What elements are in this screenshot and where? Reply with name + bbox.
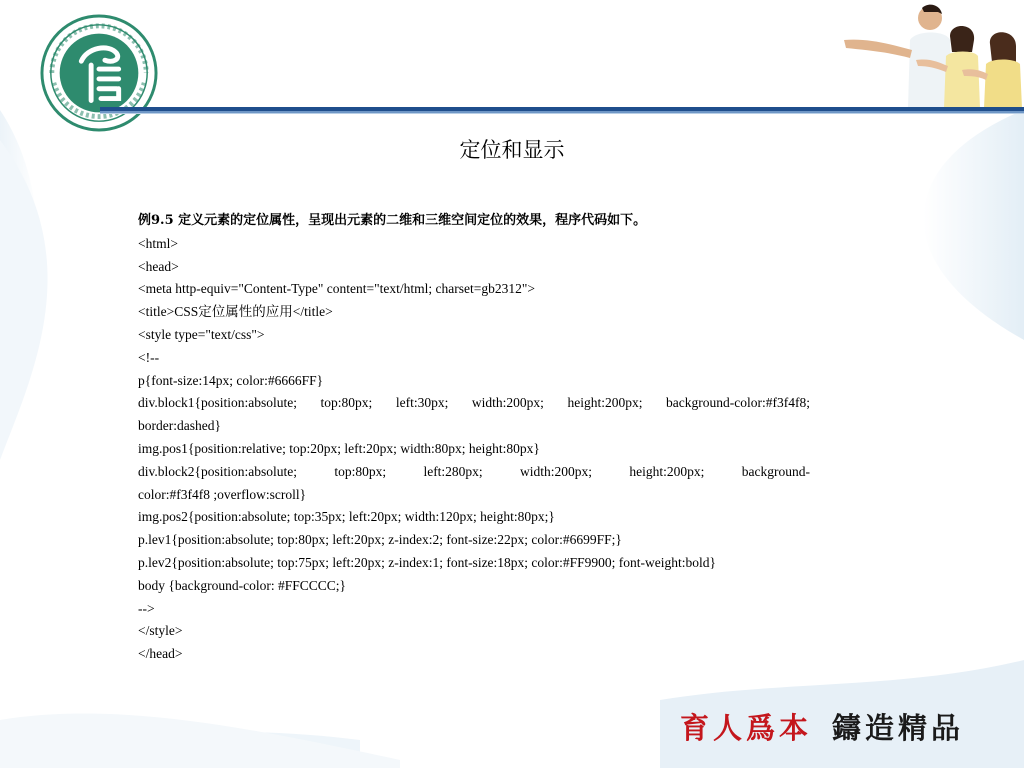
code-line: border:dashed} [138, 418, 221, 434]
motto-red: 育人爲本 [680, 711, 813, 745]
code-line: --> [138, 600, 155, 616]
example-intro: 例9.5 定义元素的定位属性，呈现出元素的二维和三维空间定位的效果，程序代码如下。 [138, 213, 647, 228]
code-line: img.pos1{position:relative; top:20px; left:20px; width:80px; height:80px} [138, 440, 540, 456]
code-line: p.lev2{position:absolute; top:75px; left:20px; z-index:1; font-size:18px; color:#FF9900; font-weight:bold} [138, 554, 717, 570]
code-line: <head> [138, 258, 179, 274]
header-divider [0, 104, 1024, 116]
footer-motto [680, 706, 964, 747]
code-line: img.pos2{position:absolute; top:35px; left:20px; width:120px; height:80px;} [138, 509, 555, 525]
motto-dark: 鑄造精品 [832, 711, 965, 745]
code-line: </style> [138, 623, 183, 639]
code-line: color:#f3f4f8 ;overflow:scroll} [138, 486, 307, 502]
code-line: </head> [138, 646, 183, 662]
code-line: p{font-size:14px; color:#6666FF} [138, 372, 324, 388]
code-line: <html> [138, 235, 178, 251]
slide-body [138, 210, 810, 666]
code-line: p.lev1{position:absolute; top:80px; left:20px; z-index:2; font-size:22px; color:#6699FF;} [138, 532, 622, 548]
code-line: <meta http-equiv="Content-Type" content="text/html; charset=gb2312"> [138, 281, 535, 297]
code-line: <title>CSS定位属性的应用</title> [138, 304, 333, 320]
code-line: body {background-color: #FFCCCC;} [138, 577, 346, 593]
students-photo [838, 0, 1024, 110]
code-line: div.block1{position:absolute; top:80px; left:30px; width:200px; height:200px; background-color:#f3f4f8; [138, 395, 810, 411]
code-line: <style type="text/css"> [138, 326, 265, 342]
code-line: div.block2{position:absolute; top:80px; left:280px; width:200px; height:200px; background- [138, 463, 810, 479]
code-line: <!-- [138, 349, 160, 365]
slide-title: 定位和显示 [459, 138, 565, 162]
